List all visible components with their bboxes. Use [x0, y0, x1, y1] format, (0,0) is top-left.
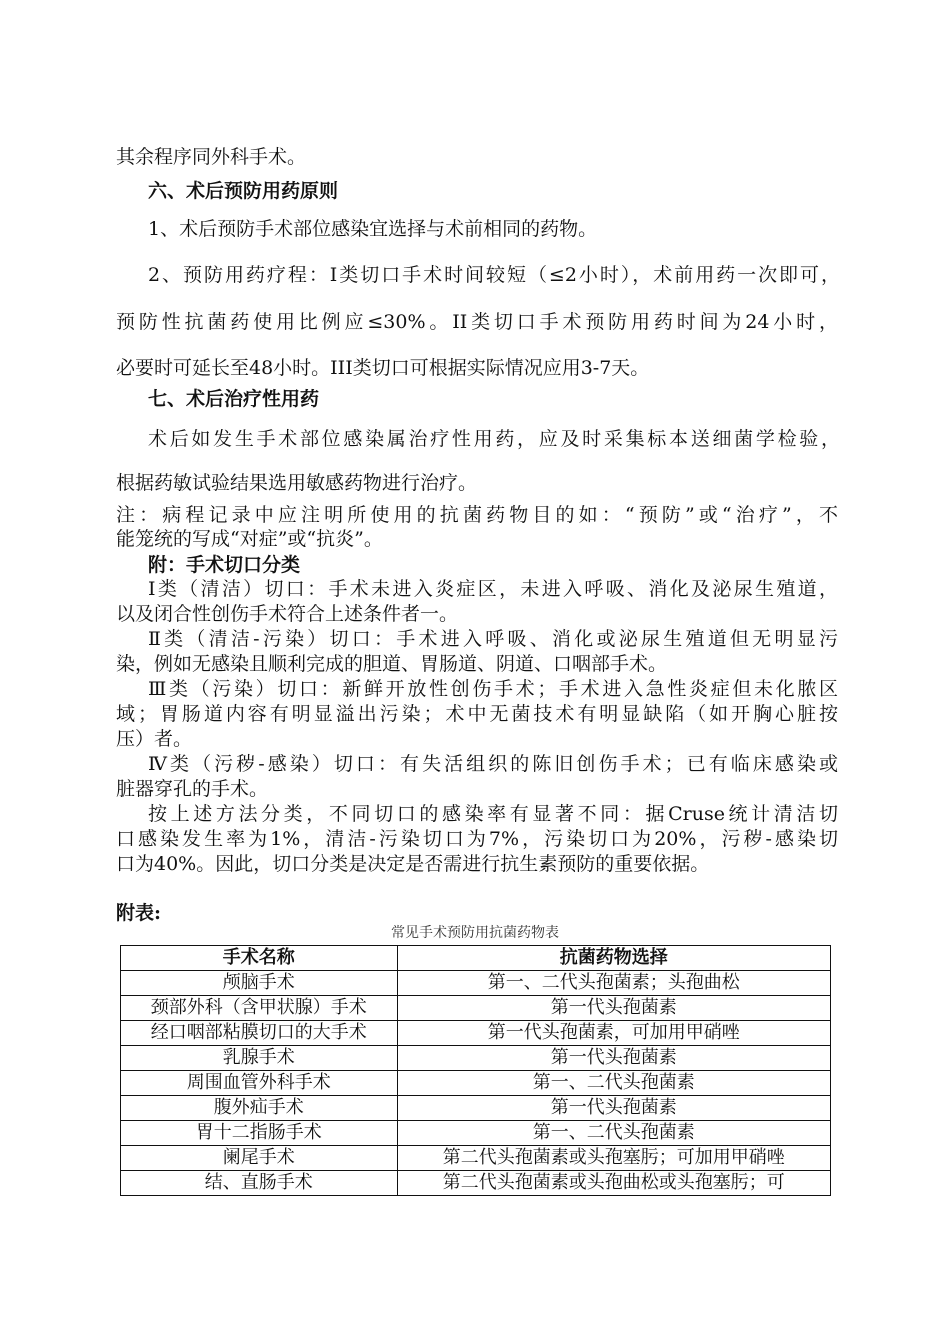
note-line: 能笼统的写成“对症”或“抗炎”。	[116, 528, 383, 550]
surgery-cell: 腹外疝手术	[121, 1096, 398, 1121]
drug-cell: 第一代头孢菌素，可加用甲硝唑	[397, 1021, 830, 1046]
text-line: Ⅲ类（污染）切口：新鲜开放性创伤手术；手术进入急性炎症但未化脓区	[148, 678, 838, 700]
table-row	[121, 1171, 831, 1196]
drug-cell: 第一代头孢菌素	[397, 1046, 830, 1071]
header-cell: 抗菌药物选择	[397, 946, 830, 971]
surgery-cell: 胃十二指肠手术	[121, 1121, 398, 1146]
section-heading: 七、术后治疗性用药	[148, 388, 320, 410]
surgery-cell: 结、直肠手术	[121, 1171, 398, 1196]
surgery-cell: 乳腺手术	[121, 1046, 398, 1071]
text-line: 2、预防用药疗程：I类切口手术时间较短（≤2小时），术前用药一次即可，	[148, 264, 840, 286]
text-line: 口为40%。因此，切口分类是决定是否需进行抗生素预防的重要依据。	[116, 853, 710, 875]
table-caption: 常见手术预防用抗菌药物表	[391, 926, 559, 941]
surgery-cell: 经口咽部粘膜切口的大手术	[121, 1021, 398, 1046]
text-line: 压）者。	[116, 728, 193, 750]
table-row	[121, 996, 831, 1021]
text-line: Ⅳ类（污秽-感染）切口：有失活组织的陈旧创伤手术；已有临床感染或	[148, 753, 838, 775]
drug-cell: 第一、二代头孢菌素	[397, 1121, 830, 1146]
drug-cell: 第一、二代头孢菌素	[397, 1071, 830, 1096]
section-heading: 附表:	[116, 902, 162, 924]
text-line: 域；胃肠道内容有明显溢出污染；术中无菌技术有明显缺陷（如开胸心脏按	[116, 703, 838, 725]
table-row	[121, 1146, 831, 1171]
text-line: 1、术后预防手术部位感染宜选择与术前相同的药物。	[148, 218, 598, 240]
text-line: 以及闭合性创伤手术符合上述条件者一。	[116, 603, 459, 625]
table-row	[121, 1021, 831, 1046]
text-line: 脏器穿孔的手术。	[116, 778, 269, 800]
text-line: Ⅰ类（清洁）切口：手术未进入炎症区，未进入呼吸、消化及泌尿生殖道，	[148, 578, 838, 600]
surgery-cell: 颅脑手术	[121, 971, 398, 996]
drug-cell: 第一、二代头孢菌素；头孢曲松	[397, 971, 830, 996]
text-line: 预防性抗菌药使用比例应≤30%。II类切口手术预防用药时间为24小时，	[116, 311, 838, 333]
text-line: 按上述方法分类，不同切口的感染率有显著不同：据Cruse统计清洁切	[148, 803, 838, 825]
drug-cell: 第二代头孢菌素或头孢曲松或头孢塞肟；可	[397, 1171, 830, 1196]
header-cell: 手术名称	[121, 946, 398, 971]
table-row	[121, 971, 831, 996]
table-row	[121, 1046, 831, 1071]
table-row	[121, 1071, 831, 1096]
surgery-cell: 颈部外科（含甲状腺）手术	[121, 996, 398, 1021]
text-line: Ⅱ类（清洁-污染）切口：手术进入呼吸、消化或泌尿生殖道但无明显污	[148, 628, 838, 650]
section-heading: 附：手术切口分类	[148, 554, 301, 576]
surgery-cell: 周围血管外科手术	[121, 1071, 398, 1096]
text-line: 必要时可延长至48小时。III类切口可根据实际情况应用3-7天。	[116, 357, 650, 379]
text-line: 染，例如无感染且顺利完成的胆道、胃肠道、阴道、口咽部手术。	[116, 653, 668, 675]
drug-cell: 第一代头孢菌素	[397, 996, 830, 1021]
section-heading: 六、术后预防用药原则	[148, 180, 339, 202]
table-row	[121, 1121, 831, 1146]
text-line: 根据药敏试验结果选用敏感药物进行治疗。	[116, 472, 478, 494]
text-line: 其余程序同外科手术。	[116, 146, 307, 168]
table-row	[121, 1096, 831, 1121]
text-line: 口感染发生率为1%，清洁-污染切口为7%，污染切口为20%，污秽-感染切	[116, 828, 838, 850]
text-line: 术后如发生手术部位感染属治疗性用药，应及时采集标本送细菌学检验，	[148, 428, 840, 450]
drug-cell: 第一代头孢菌素	[397, 1096, 830, 1121]
note-line: 注：病程记录中应注明所使用的抗菌药物目的如：“预防”或“治疗”，不	[116, 504, 838, 526]
table-header-row	[121, 946, 831, 971]
surgery-cell: 阑尾手术	[121, 1146, 398, 1171]
drug-table	[120, 945, 831, 1196]
drug-cell: 第二代头孢菌素或头孢塞肟；可加用甲硝唑	[397, 1146, 830, 1171]
